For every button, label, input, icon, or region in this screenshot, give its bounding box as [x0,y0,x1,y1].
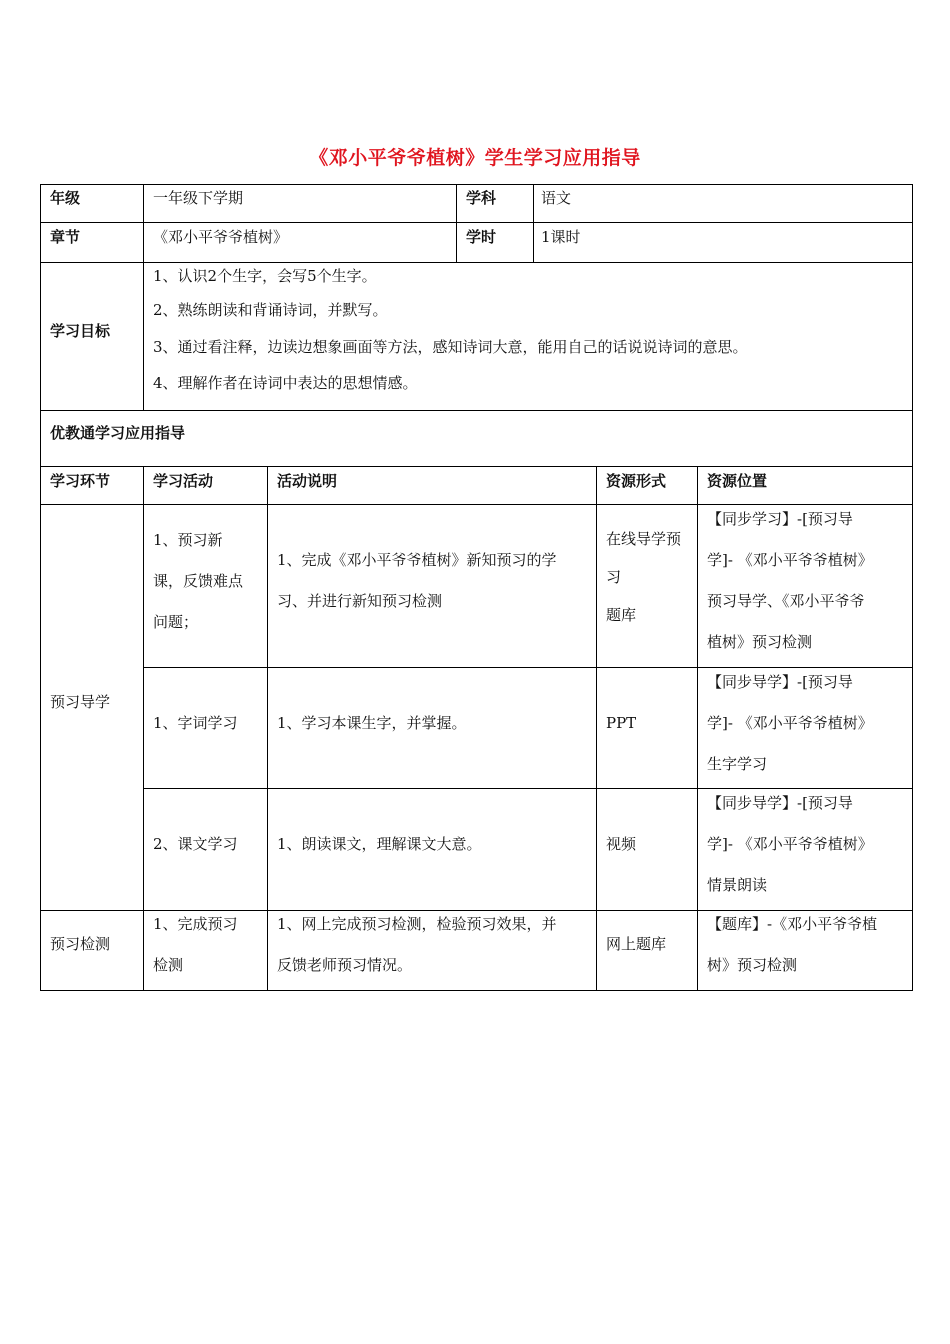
objective-item: 4、理解作者在诗词中表达的思想情感。 [153,374,418,392]
resource-type-cell: 在线导学预 习 题库 [606,530,682,624]
column-header-stage: 学习环节 [50,472,111,490]
subject-label: 学科 [466,189,497,207]
resource-type-cell: PPT [606,714,637,732]
activity-cell: 1、完成预习 检测 [153,915,238,974]
resource-location-cell: 【同步导学】-[预习导 学]- 《邓小平爷爷植树》 情景朗读 [707,794,873,894]
column-divider [143,184,144,410]
column-divider [143,466,144,991]
resource-location-cell: 【同步导学】-[预习导 学]- 《邓小平爷爷植树》 生字学习 [707,673,873,773]
resource-type-cell: 视频 [606,835,637,853]
row-divider [40,410,913,411]
table-border-left [40,184,41,991]
document-title: 《邓小平爷爷植树》学生学习应用指导 [309,147,641,169]
column-header-resource-type: 资源形式 [606,472,667,490]
grade-label: 年级 [50,189,81,207]
subject-value: 语文 [541,189,572,207]
objectives-label: 学习目标 [50,322,111,340]
section-title: 优教通学习应用指导 [50,424,186,442]
table-border-right [912,184,913,991]
chapter-label: 章节 [50,228,81,246]
description-cell: 1、朗读课文，理解课文大意。 [277,835,482,853]
column-divider [533,184,534,262]
column-divider [697,466,698,991]
stage-name: 预习导学 [50,693,111,711]
activity-cell: 2、课文学习 [153,835,238,853]
grade-value: 一年级下学期 [153,189,244,207]
table-border-bottom [40,990,913,991]
column-header-description: 活动说明 [277,472,338,490]
column-header-resource-location: 资源位置 [707,472,768,490]
activity-cell: 1、字词学习 [153,714,238,732]
description-cell: 1、学习本课生字，并掌握。 [277,714,467,732]
guidance-table [40,184,913,991]
objective-item: 3、通过看注释，边读边想象画面等方法，感知诗词大意，能用自己的话说说诗词的意思。 [153,338,748,356]
hours-label: 学时 [466,228,497,246]
column-header-activity: 学习活动 [153,472,214,490]
stage-name: 预习检测 [50,935,111,953]
hours-value: 1课时 [541,228,581,246]
description-cell: 1、完成《邓小平爷爷植树》新知预习的学 习、并进行新知预习检测 [277,551,557,610]
column-divider [267,466,268,991]
objective-item: 1、认识2个生字，会写5个生字。 [153,267,377,285]
activity-cell: 1、预习新 课，反馈难点 问题； [153,531,244,631]
resource-location-cell: 【同步学习】-[预习导 学]- 《邓小平爷爷植树》 预习导学、《邓小平爷爷 植树》预习检测 [707,510,873,651]
column-divider [596,466,597,991]
resource-location-cell: 【题库】-《邓小平爷爷植 树》预习检测 [707,915,878,974]
objective-item: 2、熟练朗读和背诵诗词，并默写。 [153,301,388,319]
column-divider [456,184,457,262]
description-cell: 1、网上完成预习检测，检验预习效果，并 反馈老师预习情况。 [277,915,557,974]
resource-type-cell: 网上题库 [606,935,667,953]
chapter-value: 《邓小平爷爷植树》 [153,228,289,246]
